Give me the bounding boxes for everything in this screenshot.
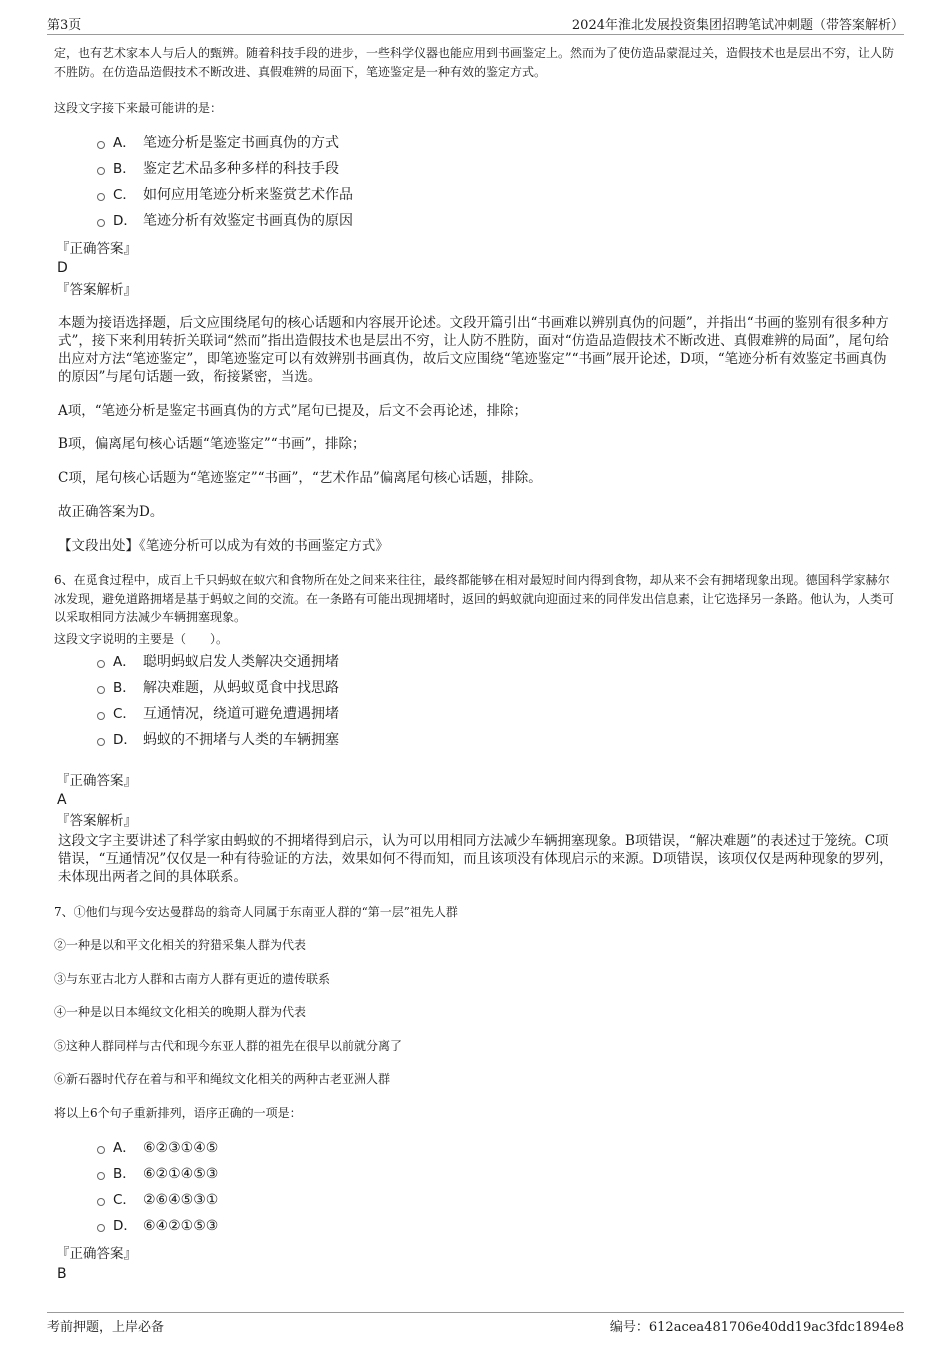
option-letter: A． <box>113 135 136 151</box>
option-text: 笔迹分析是鉴定书画真伪的方式 <box>143 135 339 151</box>
q7-sentence-3: ③与东亚古北方人群和古南方人群有更近的遗传联系 <box>54 972 331 986</box>
radio-icon <box>97 1224 105 1232</box>
radio-icon <box>97 712 105 720</box>
option-letter: D． <box>113 732 137 748</box>
q6-answer-label: 『正确答案』 <box>56 773 137 789</box>
option-text: ⑥②①④⑤③ <box>143 1166 219 1182</box>
radio-icon <box>97 1198 105 1206</box>
q5-analysis-c: C项，尾句核心话题为“笔迹鉴定”“书画”，“艺术作品”偏离尾句核心话题，排除。 <box>58 470 542 486</box>
q5-analysis-label: 『答案解析』 <box>56 282 137 298</box>
q5-answer-label: 『正确答案』 <box>56 241 137 257</box>
option-letter: C． <box>113 706 136 722</box>
option-letter: A． <box>113 1140 136 1156</box>
option-letter: C． <box>113 1192 136 1208</box>
q7-prompt: 将以上6个句子重新排列，语序正确的一项是： <box>54 1106 302 1120</box>
radio-icon <box>97 660 105 668</box>
radio-icon <box>97 1172 105 1180</box>
q5-option-c[interactable] <box>97 185 353 205</box>
q6-answer: A <box>57 792 67 808</box>
q7-sentence-1: 7、①他们与现今安达曼群岛的翁奇人同属于东南亚人群的“第一层”祖先人群 <box>54 905 458 919</box>
option-text: ⑥④②①⑤③ <box>143 1218 219 1234</box>
radio-icon <box>97 193 105 201</box>
q7-answer-label: 『正确答案』 <box>56 1246 137 1262</box>
radio-icon <box>97 141 105 149</box>
q5-prompt: 这段文字接下来最可能讲的是： <box>54 101 223 115</box>
document-title: 2024年淮北发展投资集团招聘笔试冲刺题（带答案解析） <box>571 18 904 33</box>
option-text: 鉴定艺术品多种多样的科技手段 <box>143 161 339 177</box>
option-letter: B． <box>113 161 136 177</box>
q6-option-c[interactable] <box>97 704 339 724</box>
radio-icon <box>97 686 105 694</box>
q7-option-d[interactable] <box>97 1216 218 1236</box>
q5-analysis-a: A项，“笔迹分析是鉴定书画真伪的方式”尾句已提及，后文不会再论述，排除； <box>58 403 528 419</box>
q6-option-d[interactable] <box>97 730 339 750</box>
footer-slogan: 考前押题，上岸必备 <box>47 1320 165 1335</box>
q7-sentence-4: ④一种是以日本绳纹文化相关的晚期人群为代表 <box>54 1005 307 1019</box>
q6-prompt: 这段文字说明的主要是（ ）。 <box>54 632 229 646</box>
option-letter: B． <box>113 1166 136 1182</box>
radio-icon <box>97 167 105 175</box>
radio-icon <box>97 738 105 746</box>
q5-conclusion: 故正确答案为D。 <box>58 504 164 520</box>
radio-icon <box>97 1146 105 1154</box>
q5-passage: 定，也有艺术家本人与后人的甄辨。随着科技手段的进步，一些科学仪器也能应用到书画鉴定上。然而为了使仿造品蒙混过关，造假技术也是层出不穷，让人防不胜防。在仿造品造假技术不断改进、真假难辨的局面下，笔迹鉴定是一种有效的鉴定方式。 <box>54 46 895 79</box>
q6-option-a[interactable] <box>97 652 339 672</box>
q7-answer: B <box>57 1266 67 1282</box>
footer-divider <box>47 1312 904 1313</box>
option-text: 解决难题，从蚂蚁觅食中找思路 <box>143 680 339 696</box>
q7-sentence-5: ⑤这种人群同样与古代和现今东亚人群的祖先在很早以前就分离了 <box>54 1039 403 1053</box>
q6-option-b[interactable] <box>97 678 339 698</box>
q7-option-a[interactable] <box>97 1138 218 1158</box>
q7-option-b[interactable] <box>97 1164 218 1184</box>
option-text: ⑥②③①④⑤ <box>143 1140 219 1156</box>
q7-sentence-2: ②一种是以和平文化相关的狩猎采集人群为代表 <box>54 938 307 952</box>
q6-stem: 6、在觅食过程中，成百上千只蚂蚁在蚁穴和食物所在处之间来来往往，最终都能够在相对最短时间内得到食物，却从来不会有拥堵现象出现。德国科学家赫尔冰发现，避免道路拥堵是基于蚂蚁之间的交流。在一条路有可能出现拥堵时，返回的蚂蚁就向迎面过来的同伴发出信息素，让它选择另一条路。他认为，人类可以采取相同方法减少车辆拥塞现象。 <box>54 573 895 624</box>
radio-icon <box>97 219 105 227</box>
page-number: 第3页 <box>47 18 82 33</box>
q6-analysis-label: 『答案解析』 <box>56 813 137 829</box>
option-text: 互通情况，绕道可避免遭遇拥堵 <box>143 706 339 722</box>
q7-option-c[interactable] <box>97 1190 218 1210</box>
option-letter: D． <box>113 1218 137 1234</box>
option-text: ②⑥④⑤③① <box>143 1192 219 1208</box>
option-text: 蚂蚁的不拥堵与人类的车辆拥塞 <box>143 732 339 748</box>
q5-analysis-b: B项，偏离尾句核心话题“笔迹鉴定”“书画”，排除； <box>58 436 366 452</box>
document-id: 编号：612acea481706e40dd19ac3fdc1894e8 <box>609 1320 904 1335</box>
q5-analysis: 本题为接语选择题，后文应围绕尾句的核心话题和内容展开论述。文段开篇引出“书画难以辨别真伪的问题”，并指出“书画的鉴别有很多种方式”，接下来利用转折关联词“然而”指出造假技术也是层出不穷，让人防不胜防，面对“仿造品造假技术不断改进、真假难辨的局面”，尾句给出应对方法“笔迹鉴定”，即笔迹鉴定可以有效辨别书画真伪，故后文应围绕“笔迹鉴定”“书画”展开论述，D项，“笔迹分析有效鉴定书画真伪的原因”与尾句话题一致，衔接紧密，当选。 <box>58 315 890 385</box>
option-letter: C． <box>113 187 136 203</box>
q6-analysis: 这段文字主要讲述了科学家由蚂蚁的不拥堵得到启示，认为可以用相同方法减少车辆拥塞现象。B项错误，“解决难题”的表述过于笼统。C项错误，“互通情况”仅仅是一种有待验证的方法，效果如何不得而知，而且该项没有体现启示的来源。D项错误，该项仅仅是两种现象的罗列，未体现出两者之间的具体联系。 <box>58 833 893 885</box>
q5-option-d[interactable] <box>97 211 353 231</box>
header-divider <box>47 34 904 35</box>
option-letter: A． <box>113 654 136 670</box>
q5-option-b[interactable] <box>97 159 339 179</box>
option-letter: D． <box>113 213 137 229</box>
option-text: 如何应用笔迹分析来鉴赏艺术作品 <box>143 187 353 203</box>
option-letter: B． <box>113 680 136 696</box>
q5-answer: D <box>57 260 68 276</box>
option-text: 聪明蚂蚁启发人类解决交通拥堵 <box>143 654 339 670</box>
q7-sentence-6: ⑥新石器时代存在着与和平和绳纹文化相关的两种古老亚洲人群 <box>54 1072 391 1086</box>
option-text: 笔迹分析有效鉴定书画真伪的原因 <box>143 213 353 229</box>
q5-source: 【文段出处】《笔迹分析可以成为有效的书画鉴定方式》 <box>58 538 389 554</box>
q5-option-a[interactable] <box>97 133 339 153</box>
